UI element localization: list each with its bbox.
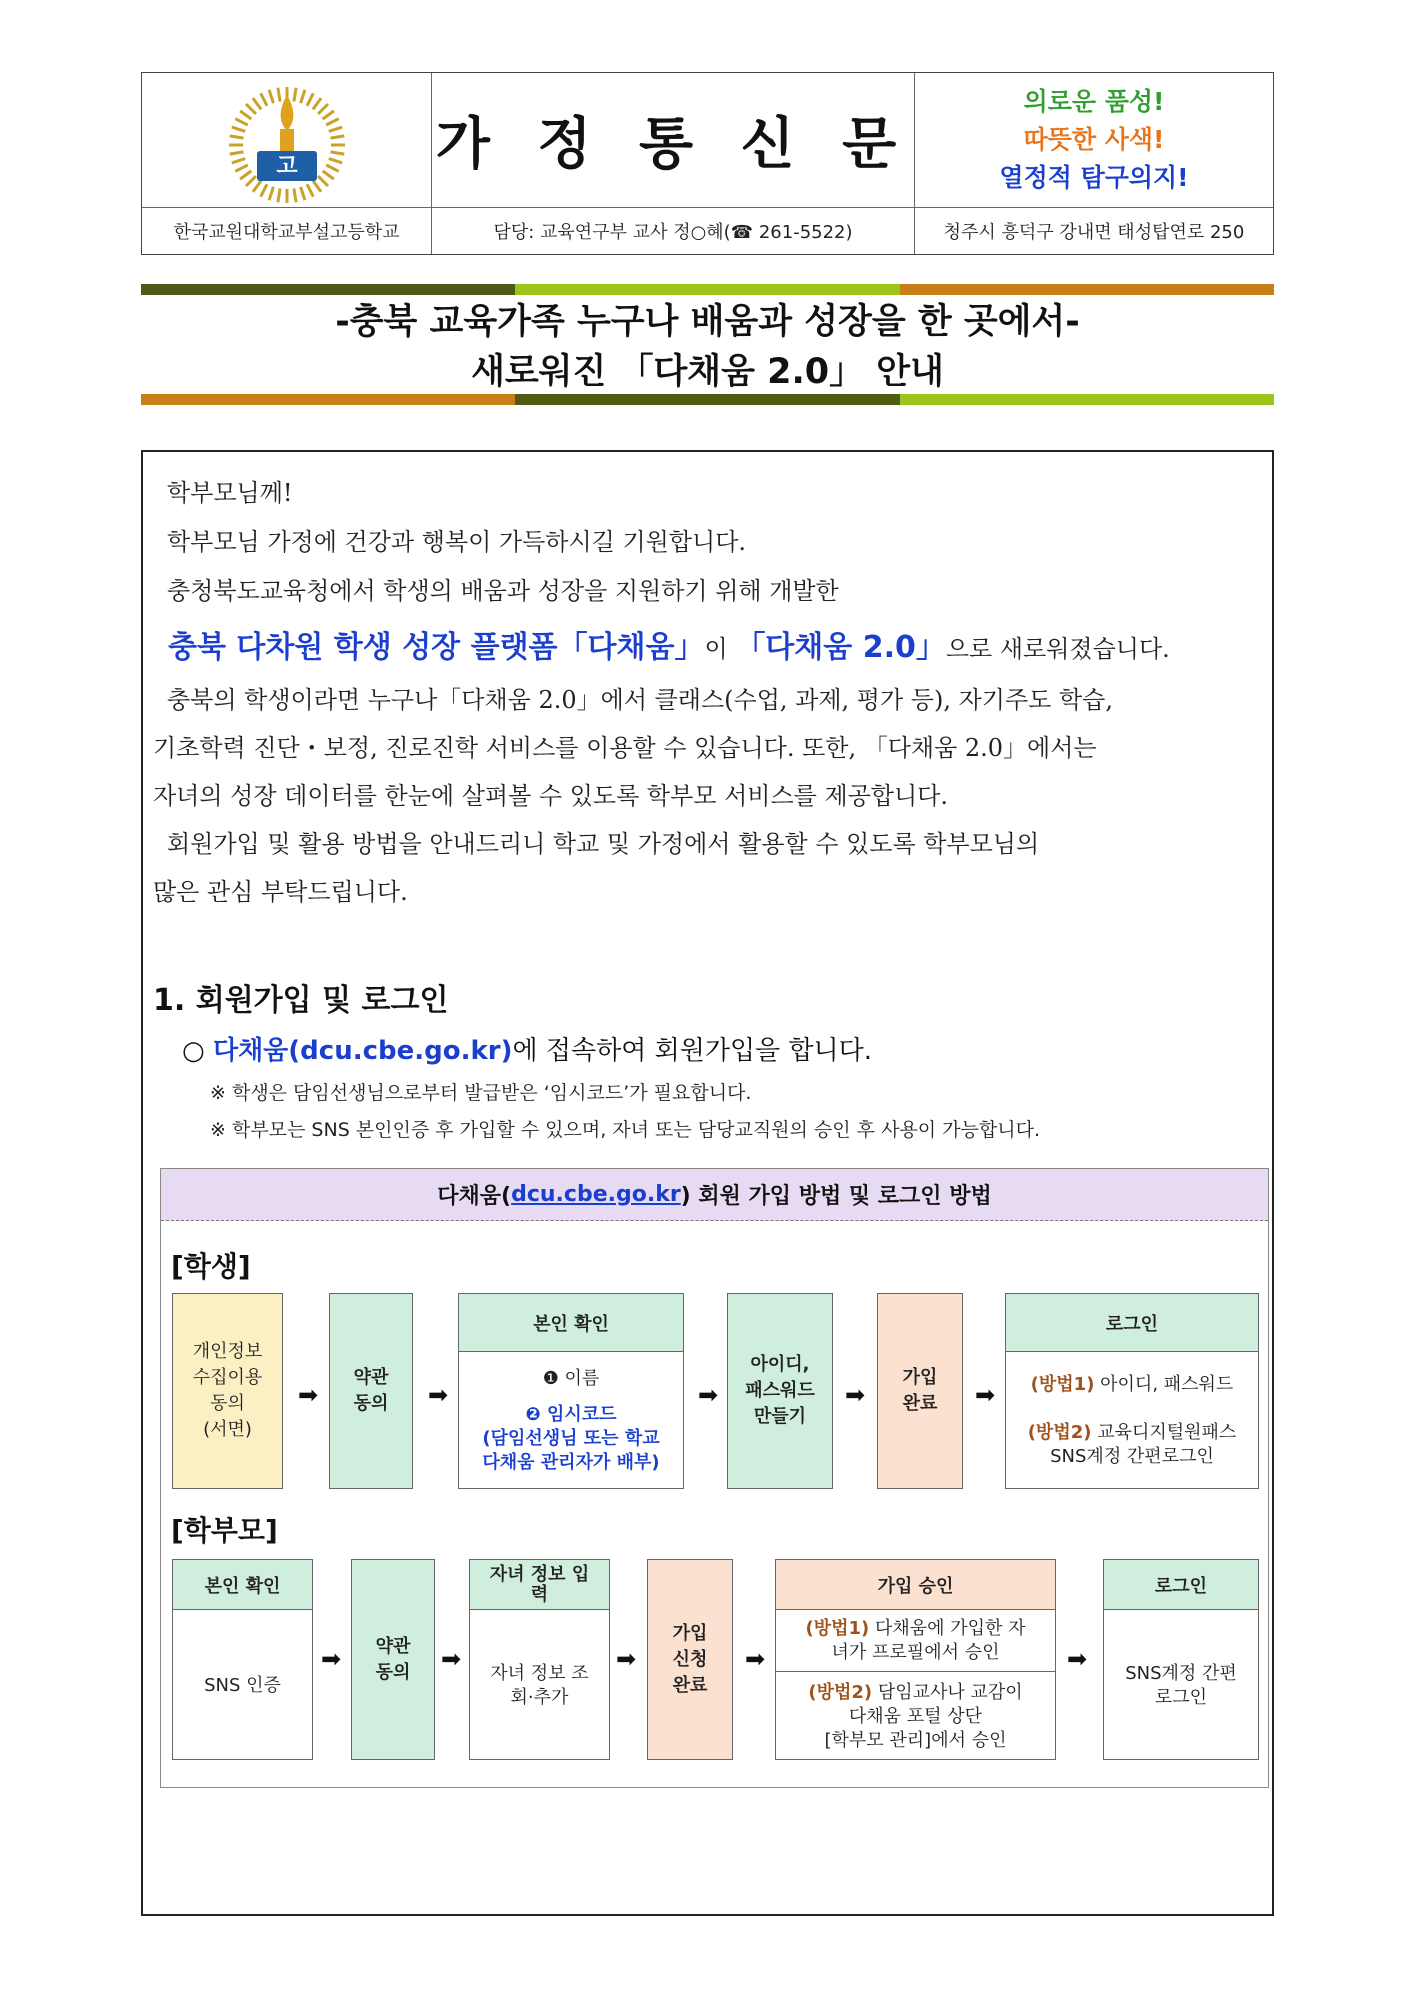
create-line: 패스워드 [745,1380,815,1401]
login-method-2-text: 교육디지털원패스 [1091,1422,1237,1443]
paragraph-2: 충청북도교육청에서 학생의 배움과 성장을 지원하기 위해 개발한 [167,577,839,605]
verify-note-2: 다채움 관리자가 배부) [482,1452,660,1473]
terms-line: 동의 [375,1661,411,1683]
platform-highlight [168,622,1170,666]
student-create-box [727,1293,833,1489]
arrow-right-icon: ➡ [321,1645,342,1673]
motto-1: 의로운 품성! [1023,87,1165,116]
highlight-old-name: 충북 다차원 학생 성장 플랫폼「다채움」 [168,630,705,665]
login-method-2-tag: (방법2) [1027,1422,1092,1443]
motto-2: 따뜻한 사색! [1023,125,1165,154]
approve-method-1-tag: (방법1) [805,1617,870,1639]
approve-method-2 [776,1672,1055,1761]
login-method-1-text: 아이디, 패스워드 [1094,1374,1234,1395]
child-body-line: 자녀 정보 조 [490,1662,589,1684]
flow-header-post: ) 회원 가입 방법 및 로그인 방법 [680,1184,992,1209]
title-cell [432,73,915,208]
apply-line: 완료 [672,1674,708,1696]
headline-line-1: -충북 교육가족 누구나 배움과 성장을 한 곳에서- [335,302,1080,342]
done-line: 가입 [902,1367,938,1388]
arrow-right-icon: ➡ [616,1645,637,1673]
login-method-2 [1028,1421,1237,1445]
parent-verify-body: SNS 인증 [204,1674,281,1696]
paragraph-3-line-1: 충북의 학생이라면 누구나「다채움 2.0」에서 클래스(수업, 과제, 평가 등), 자기주도 학습, [167,686,1113,714]
parent-login-head: 로그인 [1104,1560,1258,1610]
parent-terms-box [351,1559,435,1760]
parent-login-line: SNS계정 간편 [1125,1662,1237,1684]
bullet-text: 에 접속하여 회원가입을 합니다. [512,1036,873,1066]
paragraph-3-line-3: 자녀의 성장 데이터를 한눈에 살펴볼 수 있도록 학부모 서비스를 제공합니다. [153,782,948,810]
login-method-2-text-b: SNS계정 간편로그인 [1050,1446,1214,1467]
parent-login-line: 로그인 [1154,1686,1208,1708]
student-terms-box [329,1293,413,1489]
parent-apply-box [647,1559,733,1760]
logo-cell [142,73,432,208]
consent-line: 동의 [210,1393,245,1414]
terms-line: 약관 [353,1367,389,1388]
approve-method-2-text-b: 다채움 포털 상단 [848,1705,983,1727]
flow-header [161,1169,1268,1221]
approve-method-2-tag: (방법2) [808,1681,873,1703]
student-verify-head: 본인 확인 [459,1294,683,1352]
logo-flame [281,95,294,131]
note-parent: ※ 학부모는 SNS 본인인증 후 가입할 수 있으며, 자녀 또는 담당교직원의 승인 후 사용이 가능합니다. [210,1119,1040,1141]
approve-method-1 [776,1610,1055,1672]
student-consent-box [172,1293,283,1489]
bullet-circle-icon: ○ [182,1036,205,1066]
school-logo [142,73,432,208]
flow-header-link[interactable]: dcu.cbe.go.kr [511,1182,681,1207]
parent-approve-head: 가입 승인 [776,1560,1055,1610]
school-address: 청주시 흥덕구 강내면 태성탑연로 250 [943,222,1245,243]
signup-flow-box [160,1168,1269,1788]
decor-bar-bottom [141,394,1274,405]
parent-group-label: [학부모] [171,1514,278,1547]
terms-line: 약관 [375,1635,411,1657]
login-method-1 [1031,1373,1234,1397]
parent-child-body [470,1610,609,1761]
consent-line: 개인정보 [192,1341,263,1362]
approve-method-1-text: 다채움에 가입한 자 [869,1617,1026,1639]
approve-method-2-text-c: [학부모 관리]에서 승인 [824,1729,1007,1751]
apply-line: 신청 [672,1648,708,1670]
section-1-title: 1. 회원가입 및 로그인 [153,983,449,1018]
signup-bullet [182,1030,872,1067]
child-head-line: 자녀 정보 입 [489,1563,590,1585]
child-head-line: 력 [530,1583,549,1605]
note-student: ※ 학생은 담임선생님으로부터 발급받은 ‘임시코드’가 필요합니다. [210,1082,752,1104]
student-login-body [1006,1352,1258,1490]
flow-header-pre: 다채움( [437,1184,512,1209]
student-login-head: 로그인 [1006,1294,1258,1352]
headline-line-2: 새로워진 「다채움 2.0」 안내 [471,352,944,392]
paragraph-1: 학부모님 가정에 건강과 행복이 가득하시길 기원합니다. [167,528,747,556]
newsletter-title: 가 정 통 신 문 [435,111,911,177]
motto-cell [915,73,1273,208]
contact-info: 담당: 교육연구부 교사 정○혜(☎ 261-5522) [432,208,915,254]
login-method-1-tag: (방법1) [1030,1374,1095,1395]
logo-candle [280,129,294,151]
arrow-right-icon: ➡ [975,1381,996,1409]
arrow-right-icon: ➡ [845,1381,866,1409]
logo-letter: 고 [276,154,298,179]
verify-note-1: (담임선생님 또는 학교 [482,1428,660,1449]
done-line: 완료 [902,1393,938,1414]
parent-child-box [469,1559,610,1760]
verify-name: ❶ 이름 [542,1368,600,1389]
dachaeum-link[interactable]: 다채움(dcu.cbe.go.kr) [212,1036,513,1066]
student-verify-body [459,1352,683,1490]
verify-temp-code: ❷ 임시코드 [525,1404,617,1425]
paragraph-3-line-2: 기초학력 진단・보정, 진로진학 서비스를 이용할 수 있습니다. 또한, 「다채움 2.0」에서는 [153,734,1097,762]
parent-verify-box [172,1559,313,1760]
arrow-right-icon: ➡ [428,1381,449,1409]
student-login-box [1005,1293,1259,1489]
arrow-right-icon: ➡ [745,1645,766,1673]
parent-verify-head: 본인 확인 [173,1560,312,1610]
arrow-right-icon: ➡ [441,1645,462,1673]
arrow-right-icon: ➡ [298,1381,319,1409]
approve-method-2-text: 담임교사나 교감이 [872,1681,1023,1703]
student-verify-box [458,1293,684,1489]
arrow-right-icon: ➡ [1067,1645,1088,1673]
parent-login-box [1103,1559,1259,1760]
create-line: 아이디, [750,1354,810,1375]
terms-line: 동의 [353,1393,389,1414]
parent-login-body [1104,1610,1258,1761]
highlight-new-name: 「다채움 2.0」 [735,630,946,665]
consent-line: 수집이용 [192,1367,263,1388]
school-name: 한국교원대학교부설고등학교 [142,208,432,254]
approve-method-1-text-b: 녀가 프로필에서 승인 [831,1641,1000,1663]
greeting: 학부모님께! [167,479,293,507]
parent-approve-box [775,1559,1056,1760]
create-line: 만들기 [753,1406,807,1427]
child-body-line: 회·추가 [510,1686,569,1708]
paragraph-4-line-2: 많은 관심 부탁드립니다. [153,878,408,906]
student-done-box [877,1293,963,1489]
motto-3: 열정적 탐구의지! [999,163,1189,192]
header-table [141,72,1274,255]
paragraph-4-line-1: 회원가입 및 활용 방법을 안내드리니 학교 및 가정에서 활용할 수 있도록 학부모님의 [167,830,1040,858]
parent-child-head [470,1560,609,1610]
consent-line: (서면) [203,1419,252,1440]
arrow-right-icon: ➡ [698,1381,719,1409]
student-group-label: [학생] [171,1250,251,1283]
apply-line: 가입 [672,1622,708,1644]
highlight-mid: 이 [704,635,736,663]
highlight-tail: 으로 새로워졌습니다. [945,635,1170,663]
